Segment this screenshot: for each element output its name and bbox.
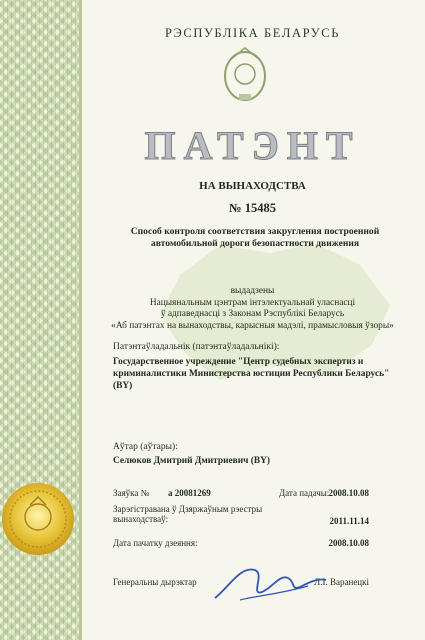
holder-line: (BY) xyxy=(113,381,133,391)
director-signature xyxy=(210,556,330,606)
republic-heading: РЭСПУБЛІКА БЕЛАРУСЬ xyxy=(165,26,340,40)
director-name: Л.І. Варанецкі xyxy=(314,577,369,587)
holder-line: криминалистики Министерства юстиции Республики Беларусь" xyxy=(113,369,390,379)
holder-label: Патэнтаўладальнік (патэнтаўладальнікі): xyxy=(113,342,280,352)
gold-seal-icon xyxy=(0,473,80,563)
holder-line: Государственное учреждение "Центр судебных экспертиз и xyxy=(113,357,364,367)
registration-label: Зарэгістравана ў Дзяржаўным рэестры xyxy=(113,504,263,514)
patent-subtitle: НА ВЫНАХОДСТВА xyxy=(199,180,306,192)
issued-line: выдадзены xyxy=(230,286,275,296)
application-row xyxy=(113,488,369,498)
invention-title-line: Способ контроля соответствия закругления построенной xyxy=(130,226,380,237)
invention-title-line: автомобильной дороги безопастности движения xyxy=(150,238,360,249)
application-number: а 20081269 xyxy=(168,488,211,498)
start-date-label: Дата пачатку дзеяння: xyxy=(113,538,198,548)
filing-date-label: Дата падачы: xyxy=(279,488,330,498)
issued-line: ў адпаведнасці з Законам Рэспублікі Беларусь xyxy=(160,309,345,319)
author-name: Селюков Дмитрий Дмитриевич (BY) xyxy=(113,456,271,466)
start-date: 2008.10.08 xyxy=(328,538,369,548)
registration-label: вынаходстваў: xyxy=(113,514,169,524)
patent-title: ПАТЭНТ xyxy=(144,123,361,168)
director-label: Генеральны дырэктар xyxy=(113,577,197,587)
filing-date: 2008.10.08 xyxy=(328,488,369,498)
application-label: Заяўка № xyxy=(113,488,150,498)
holder-value xyxy=(113,356,398,392)
registration-date: 2011.11.14 xyxy=(329,516,369,526)
start-date-row xyxy=(113,538,369,548)
invention-title xyxy=(105,226,405,250)
issued-line: «Аб патэнтах на вынаходствы, карысныя мадэлі, прамысловыя ўзоры» xyxy=(111,320,394,331)
registration-row xyxy=(113,504,369,528)
author-label: Аўтар (аўтары): xyxy=(113,442,178,452)
state-emblem-icon xyxy=(222,46,268,104)
issued-line: Нацыянальным цэнтрам інтэлектуальнай уласнасці xyxy=(149,297,356,308)
patent-number: № 15485 xyxy=(229,201,276,215)
issued-block xyxy=(80,286,425,332)
